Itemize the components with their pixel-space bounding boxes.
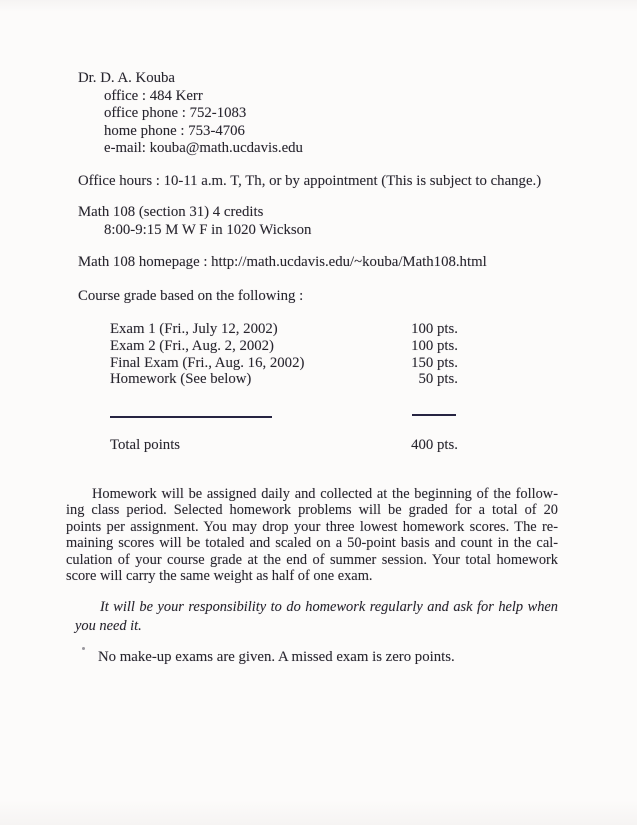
- table-divider-line-right: [412, 414, 456, 416]
- instructor-contact-block: [78, 70, 303, 158]
- grade-table-row-exam1: [0, 321, 637, 338]
- responsibility-note-line: It will be your responsibility to do homework regularly and ask for help when: [100, 599, 558, 615]
- grade-table-row-homework: [0, 371, 637, 388]
- course-info-block: [78, 204, 311, 239]
- instructor-name: Dr. D. A. Kouba: [78, 70, 175, 86]
- contact-email-line: e-mail: kouba@math.ucdavis.edu: [104, 140, 303, 156]
- contact-home-phone-line: home phone : 753-4706: [104, 122, 245, 139]
- grade-item-label: Final Exam (Fri., Aug. 16, 2002): [110, 354, 305, 371]
- responsibility-note: [75, 598, 558, 636]
- homework-policy-line: maining scores will be totaled and scaled on a 50-point basis and count in the cal-: [66, 535, 558, 552]
- homework-policy-line: points per assignment. You may drop your three lowest homework scores. The re-: [66, 518, 558, 535]
- grade-item-points: 50 pts.: [418, 371, 458, 388]
- grade-item-points: 150 pts.: [411, 354, 458, 371]
- grade-item-label: Homework (See below): [110, 371, 252, 388]
- homework-policy-paragraph: [66, 486, 558, 584]
- grade-table: [0, 321, 637, 388]
- grade-total-points: 400 pts.: [411, 437, 458, 453]
- office-hours-line: Office hours : 10-11 a.m. T, Th, or by appointment (This is subject to change.): [78, 173, 542, 189]
- homework-policy-line: Homework will be assigned daily and collected at the beginning of the follow-: [92, 486, 558, 502]
- contact-office-phone-line: office phone : 752-1083: [104, 105, 247, 121]
- grade-total-label: Total points: [110, 437, 181, 453]
- course-meeting-time: 8:00-9:15 M W F in 1020 Wickson: [104, 221, 312, 238]
- grade-item-label: Exam 2 (Fri., Aug. 2, 2002): [110, 337, 274, 354]
- homework-policy-line: score will carry the same weight as half of one exam.: [66, 568, 373, 585]
- course-homepage-line: Math 108 homepage : http://math.ucdavis.edu/~kouba/Math108.html: [78, 254, 487, 270]
- homework-policy-line: culation of your course grade at the end of summer session. Your total homework: [66, 551, 558, 568]
- makeup-exam-note: No make-up exams are given. A missed exam is zero points.: [98, 649, 455, 665]
- grade-item-points: 100 pts.: [411, 337, 458, 354]
- table-divider-line-left: [110, 416, 272, 418]
- responsibility-note-line: you need it.: [75, 618, 142, 634]
- grade-table-row-exam2: [0, 338, 637, 355]
- homework-policy-line: ing class period. Selected homework problems will be graded for a total of 20: [66, 502, 558, 519]
- course-title: Math 108 (section 31) 4 credits: [78, 204, 264, 220]
- contact-office-line: office : 484 Kerr: [104, 87, 203, 104]
- grade-item-label: Exam 1 (Fri., July 12, 2002): [110, 321, 278, 337]
- grade-table-row-final: [0, 355, 637, 372]
- grade-item-points: 100 pts.: [411, 321, 458, 337]
- grade-intro-line: Course grade based on the following :: [78, 288, 304, 304]
- grade-total-row: [0, 437, 637, 454]
